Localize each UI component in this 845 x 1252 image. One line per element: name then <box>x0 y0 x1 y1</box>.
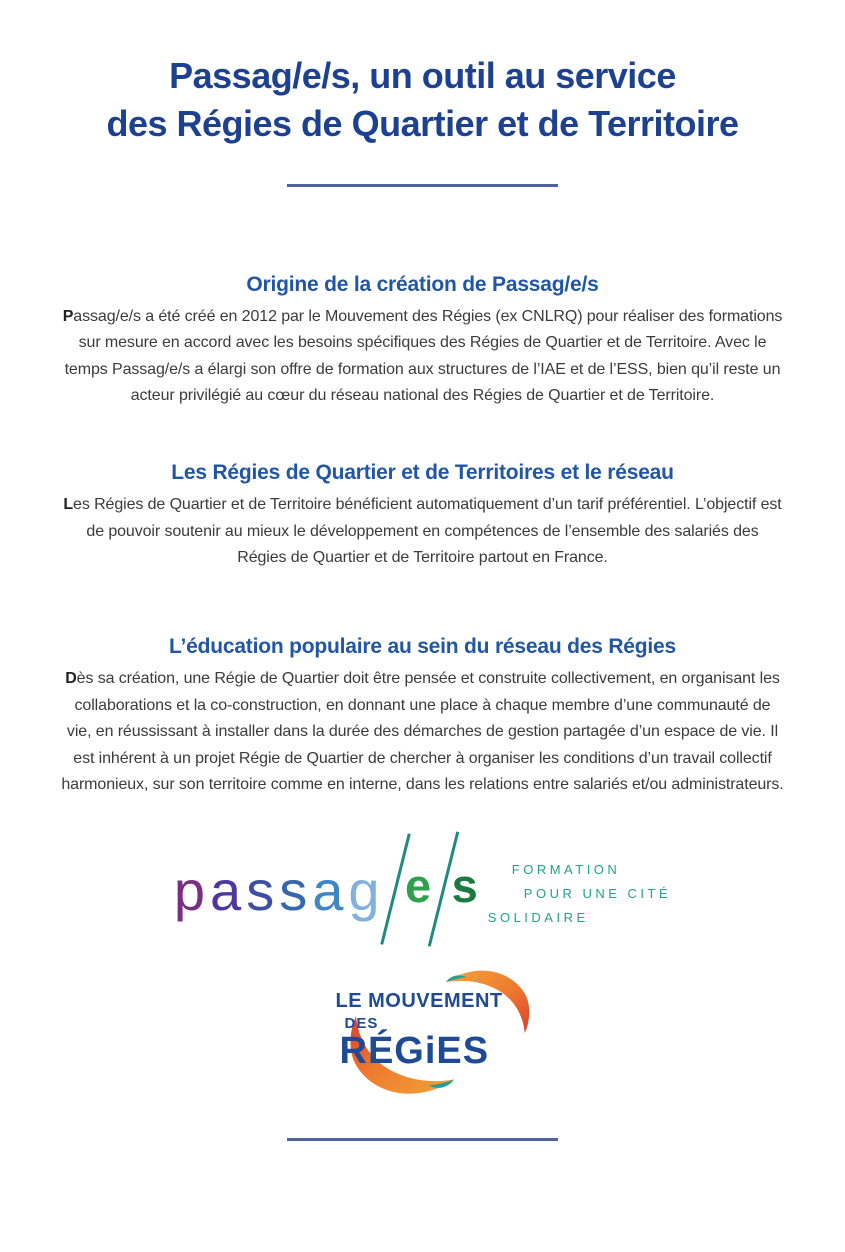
page-title-line-1: Passag/e/s, un outil au service <box>169 55 676 96</box>
section-heading: Origine de la création de Passag/e/s <box>246 272 599 296</box>
page-title-line-2: des Régies de Quartier et de Territoire <box>106 102 739 144</box>
mouvement-logo-text <box>303 964 543 1073</box>
logo-letter-e: e <box>405 858 432 912</box>
lead-letter: P <box>62 307 74 325</box>
section-heading: Les Régies de Quartier et de Territoires et le réseau <box>171 461 674 485</box>
page-title <box>0 52 845 148</box>
passages-logo-wordmark <box>173 859 385 923</box>
mouvement-des-regies-logo <box>303 964 543 1104</box>
logo-letter: s <box>246 859 280 923</box>
body-text: assag/e/s a été créé en 2012 par le Mouvement des Régies (ex CNLRQ) pour réaliser des formations sur mesure en accord avec les besoins spécifiques des Régies de Quartier et de Territoire. Avec le temps Passag/e/s a élargi son offre de formation aux structures de l’IAE et de l’ESS, bien qu’il reste un acteur privilégié au cœur du réseau national des Régies de Quartier et de Territoire. <box>64 307 783 404</box>
body-text: ès sa création, une Régie de Quartier doit être pensée et construite collectivement, en organisant les collaborations et la co-construction, en donnant une place à chaque membre d’une communauté de vie, en réussissant à installer dans la durée des démarches de gestion partagée d’un espace de vie. Il est inhérent à un projet Régie de Quartier de chercher à organiser les conditions d’un travail collectif harmonieux, sur son territoire comme en interne, dans les relations entre salariés et/ou administrateurs. <box>61 670 784 794</box>
footer-divider-line <box>287 1138 558 1141</box>
section-reseau <box>0 461 845 571</box>
logo-letter: g <box>348 859 385 923</box>
body-text: es Régies de Quartier et de Territoire bénéficient automatiquement d’un tarif préférentiel. L’objectif est de pouvoir soutenir au mieux le développement en compétences de l’ensemble des salariés des Régies de Quartier et de Territoire partout en France. <box>73 496 782 567</box>
logo-letter: s <box>279 859 313 923</box>
section-education-populaire <box>0 635 845 798</box>
tagline-line-1: FORMATION <box>511 861 621 877</box>
document-page <box>0 52 845 1252</box>
mouvement-line-1: LE MOUVEMENT <box>335 990 503 1013</box>
section-body <box>61 304 785 410</box>
passages-logo <box>0 828 845 950</box>
passages-logo-tagline <box>488 862 671 925</box>
lead-letter: D <box>65 670 77 688</box>
mouvement-line-2: DES <box>344 1015 379 1033</box>
tagline-line-2: POUR UNE CITÉ <box>523 885 672 901</box>
title-divider-line <box>287 184 558 187</box>
logo-letter: a <box>312 859 349 923</box>
logo-letter: p <box>173 859 211 923</box>
section-heading: L’éducation populaire au sein du réseau des Régies <box>169 635 676 659</box>
section-body <box>61 492 785 571</box>
lead-letter: L <box>63 496 74 514</box>
logo-letter: a <box>210 859 247 923</box>
mouvement-line-3: RÉGiES <box>339 1030 490 1073</box>
mouvement-logo-wrapper <box>0 964 845 1104</box>
section-body <box>61 666 785 798</box>
tagline-line-3: SOLIDAIRE <box>487 909 589 925</box>
section-origine <box>0 273 845 410</box>
logo-letter-s: s <box>451 858 478 912</box>
